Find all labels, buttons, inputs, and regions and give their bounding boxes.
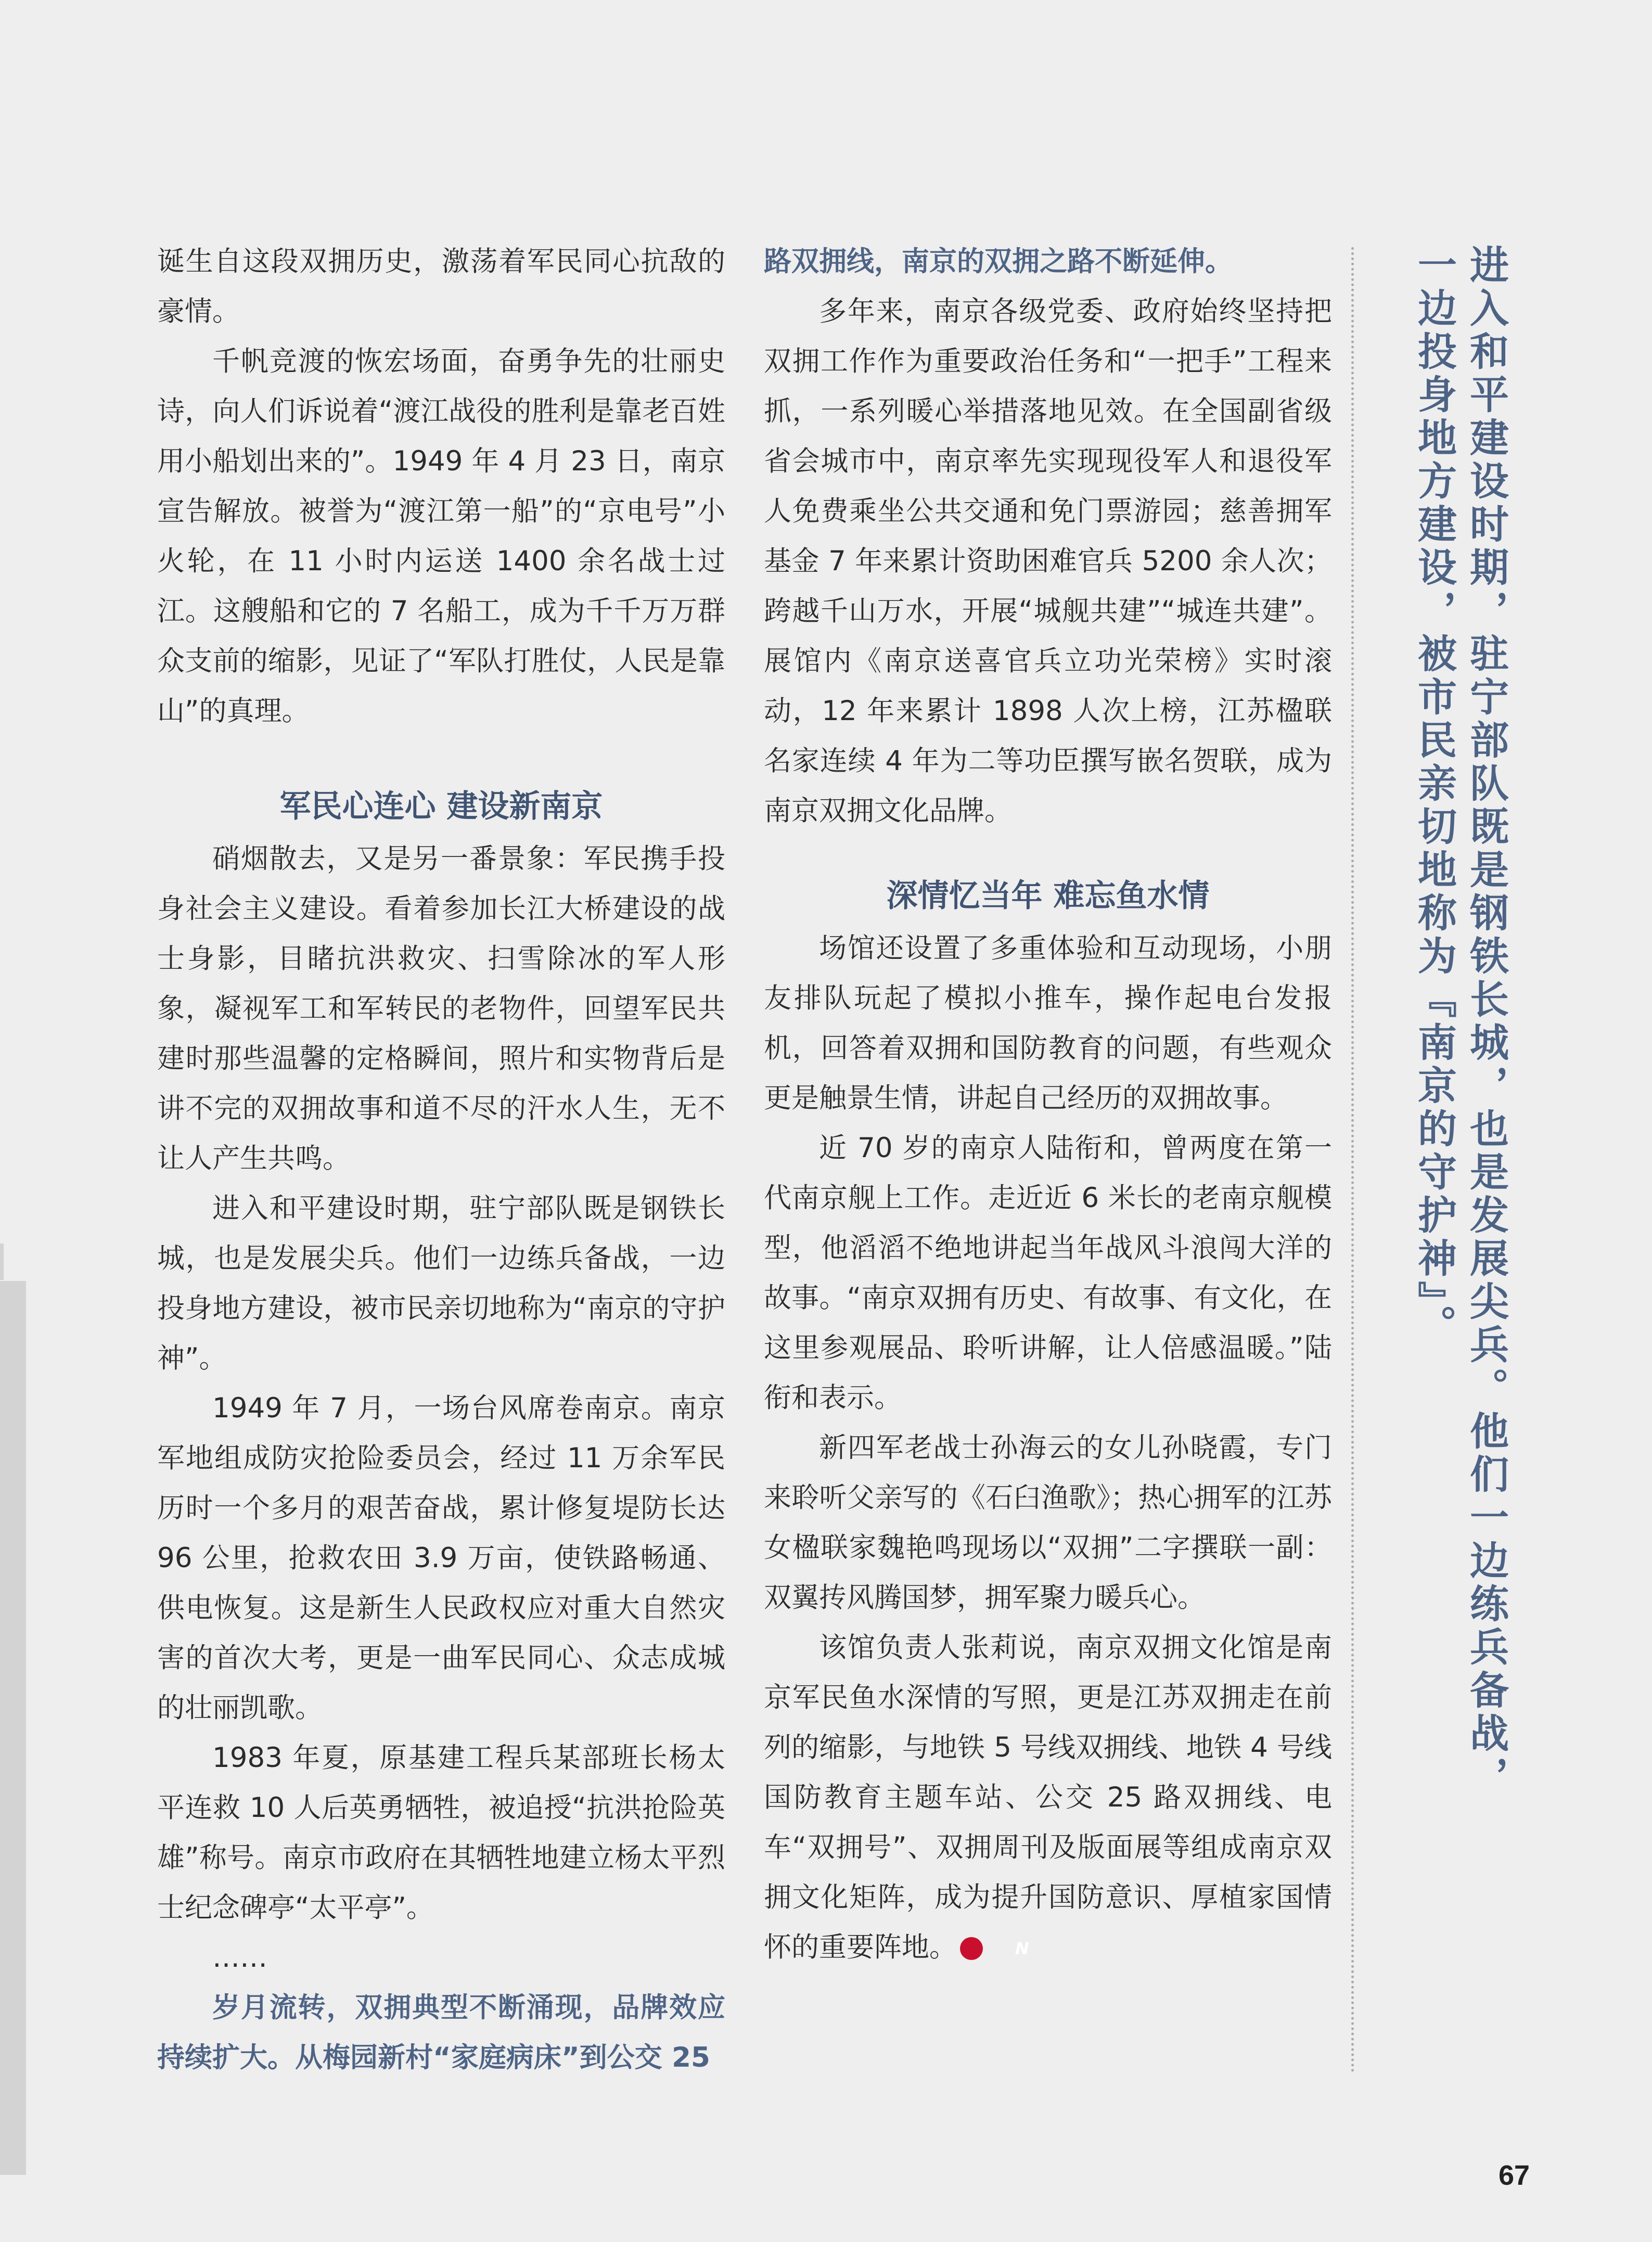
emphasis-paragraph: 路双拥线，南京的双拥之路不断延伸。 bbox=[764, 246, 1233, 277]
paragraph: 1949 年 7 月，一场台风席卷南京。南京军地组成防灾抢险委员会，经过 11 万余军民历时一个多月的艰苦奋战，累计修复堤防长达 96 公里，抢救农田 3.9 万亩，使铁路畅通、供电恢复。这是新生人民政权应对重大自然灾害的首次大考，更是一曲军民同心、众志成城的壮丽凯歌。 bbox=[157, 1392, 725, 1724]
ellipsis: …… bbox=[212, 1942, 267, 1974]
column-divider bbox=[1351, 247, 1354, 2073]
paragraph: 新四军老战士孙海云的女儿孙晓霞，专门来聆听父亲写的《石臼渔歌》；热心拥军的江苏女楹联家魏艳鸣现场以“双拥”二字撰联一副：双翼抟风腾国梦，拥军聚力暖兵心。 bbox=[764, 1432, 1332, 1613]
section-heading: 军民心连心 建设新南京 bbox=[279, 788, 603, 825]
middle-column bbox=[764, 237, 1332, 1972]
pull-quote-line-2: 一边投身地方建设，被市民亲切地称为『南京的守护神』。 bbox=[1412, 245, 1457, 1348]
spacer bbox=[157, 736, 725, 767]
left-column bbox=[157, 237, 725, 2083]
spacer bbox=[764, 836, 1332, 857]
pull-quote-line-1: 进入和平建设时期，驻宁部队既是钢铁长城，也是发展尖兵。他们一边练兵备战， bbox=[1464, 245, 1509, 1799]
paragraph: 诞生自这段双拥历史，激荡着军民同心抗敌的豪情。 bbox=[157, 246, 725, 327]
paragraph: 进入和平建设时期，驻宁部队既是钢铁长城，也是发展尖兵。他们一边练兵备战，一边投身地方建设，被市民亲切地称为“南京的守护神”。 bbox=[157, 1193, 725, 1374]
paragraph: 近 70 岁的南京人陆衔和，曾两度在第一代南京舰上工作。走近近 6 米长的老南京舰模型，他滔滔不绝地讲起当年战风斗浪闯大洋的故事。“南京双拥有历史、有故事、有文化，在这里参观展品、聆听讲解，让人倍感温暖。”陆衔和表示。 bbox=[764, 1132, 1332, 1414]
paragraph: 1983 年夏，原基建工程兵某部班长杨太平连救 10 人后英勇牺牲，被追授“抗洪抢险英雄”称号。南京市政府在其牺牲地建立杨太平烈士纪念碑亭“太平亭”。 bbox=[157, 1742, 725, 1924]
paragraph: 硝烟散去，又是另一番景象：军民携手投身社会主义建设。看着参加长江大桥建设的战士身影，目睹抗洪救灾、扫雪除冰的军人形象，凝视军工和军转民的老物件，回望军民共建时那些温馨的定格瞬间，照片和实物背后是讲不完的双拥故事和道不尽的汗水人生，无不让人产生共鸣。 bbox=[157, 843, 725, 1174]
end-mark-icon: N bbox=[960, 1937, 983, 1960]
emphasis-paragraph: 岁月流转，双拥典型不断涌现，品牌效应持续扩大。从梅园新村“家庭病床”到公交 25 bbox=[157, 1992, 725, 2073]
side-bar-tick bbox=[0, 1244, 4, 1280]
section-heading: 深情忆当年 难忘鱼水情 bbox=[886, 878, 1210, 914]
paragraph: 千帆竞渡的恢宏场面，奋勇争先的壮丽史诗，向人们诉说着“渡江战役的胜利是靠老百姓用小船划出来的”。1949 年 4 月 23 日，南京宣告解放。被誉为“渡江第一船”的“京电号”小火轮，在 11 小时内运送 1400 余名战士过江。这艘船和它的 7 名船工，成为千千万万群众支前的缩影，见证了“军队打胜仗，人民是靠山”的真理。 bbox=[157, 345, 725, 727]
paragraph-text: 该馆负责人张莉说，南京双拥文化馆是南京军民鱼水深情的写照，更是江苏双拥走在前列的缩影，与地铁 5 号线双拥线、地铁 4 号线国防教育主题车站、公交 25 路双拥线、电车“双拥号”、双拥周刊及版面展等组成南京双拥文化矩阵，成为提升国防意识、厚植家国情怀的重要阵地。 bbox=[764, 1632, 1332, 1963]
paragraph-last bbox=[764, 1623, 1332, 1972]
side-bar bbox=[0, 1281, 26, 2175]
page-number: 67 bbox=[1499, 2160, 1530, 2191]
paragraph: 场馆还设置了多重体验和互动现场，小朋友排队玩起了模拟小推车，操作起电台发报机，回答着双拥和国防教育的问题，有些观众更是触景生情，讲起自己经历的双拥故事。 bbox=[764, 932, 1332, 1114]
paragraph: 多年来，南京各级党委、政府始终坚持把双拥工作作为重要政治任务和“一把手”工程来抓，一系列暖心举措落地见效。在全国副省级省会城市中，南京率先实现现役军人和退役军人免费乘坐公共交通和免门票游园；慈善拥军基金 7 年来累计资助困难官兵 5200 余人次；跨越千山万水，开展“城舰共建”“城连共建”。展馆内《南京送喜官兵立功光荣榜》实时滚动，12 年来累计 1898 人次上榜，江苏楹联名家连续 4 年为二等功臣撰写嵌名贺联，成为南京双拥文化品牌。 bbox=[764, 296, 1332, 827]
